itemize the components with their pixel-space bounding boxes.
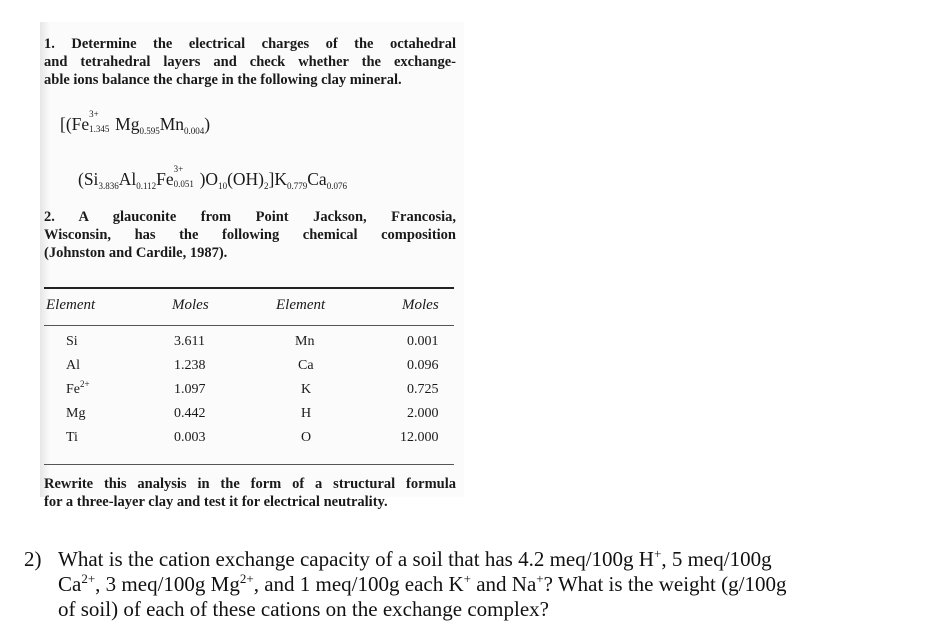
o-amount: 10 — [218, 181, 228, 191]
table-cell-moles: 0.725 — [407, 382, 439, 397]
scanned-textbook-excerpt — [40, 22, 464, 510]
question-line-2 — [58, 572, 904, 597]
table-header-rule — [44, 325, 454, 326]
table-cell-moles: 1.238 — [174, 358, 206, 373]
ca-amount: 0.076 — [326, 181, 347, 191]
problem-2-instruction-line: Rewrite this analysis in the form of a structural formula — [44, 476, 456, 492]
problem-2-text — [44, 208, 456, 262]
table-cell-element: Mg — [66, 406, 86, 421]
table-header-element-right: Element — [276, 297, 326, 313]
table-cell-moles: 0.003 — [174, 430, 206, 445]
problem-1-line: able ions balance the charge in the following clay mineral. — [44, 72, 402, 88]
table-cell-moles: 3.611 — [174, 334, 205, 349]
question-text-part: Ca — [58, 572, 82, 596]
table-top-rule — [44, 287, 454, 289]
formula-part: ) — [204, 114, 211, 134]
question-2-text — [58, 547, 904, 622]
formula-part: Fe — [156, 169, 174, 189]
element-symbol: Fe — [66, 382, 80, 397]
table-cell-element: Mn — [295, 334, 315, 349]
table-cell-moles: 2.000 — [407, 406, 439, 421]
table-cell-element: Si — [66, 334, 78, 349]
fe-amount: 0.051 — [173, 179, 194, 189]
table-cell-moles: 1.097 — [174, 382, 206, 397]
formula-part: [(Fe — [60, 114, 90, 134]
formula-part: ]K — [268, 169, 287, 189]
ion-charge: + — [463, 571, 471, 586]
formula-part: Mn — [159, 114, 185, 134]
ion-charge: + — [536, 571, 544, 586]
al-amount: 0.112 — [136, 181, 157, 191]
clay-formula-line-2 — [78, 164, 347, 191]
table-cell-moles: 12.000 — [400, 430, 439, 445]
mg-amount: 0.595 — [139, 126, 160, 136]
ion-charge: 2+ — [81, 571, 96, 586]
fe-amount: 1.345 — [89, 124, 110, 134]
problem-1-line: 1. Determine the electrical charges of the octahedral — [44, 36, 456, 52]
table-cell-element: Ti — [66, 430, 78, 445]
formula-part: Mg — [115, 114, 140, 134]
table-header-moles-right: Moles — [402, 297, 439, 313]
problem-2-line: Wisconsin, has the following chemical composition — [44, 227, 456, 243]
fe-superscript-subscript — [173, 164, 200, 189]
question-text-part: and Na — [470, 572, 537, 596]
si-amount: 3.836 — [98, 181, 119, 191]
problem-1-text — [44, 35, 456, 89]
clay-formula-line-1 — [60, 109, 211, 136]
fe-superscript-subscript — [89, 109, 115, 134]
question-line-1 — [58, 547, 904, 572]
problem-2-line: (Johnston and Cardile, 1987). — [44, 245, 228, 261]
ion-charge: + — [653, 546, 662, 561]
table-header-element-left: Element — [46, 297, 96, 313]
table-bottom-rule — [44, 464, 454, 465]
question-line-3: of soil) of each of these cations on the exchange complex? — [58, 597, 549, 621]
formula-part: Ca — [307, 169, 327, 189]
table-cell-element: Ca — [298, 358, 314, 373]
mn-amount: 0.004 — [184, 126, 205, 136]
formula-part: (OH) — [227, 169, 265, 189]
table-header-moles-left: Moles — [172, 297, 209, 313]
table-cell-element: Al — [66, 358, 80, 373]
formula-part: (Si — [78, 169, 99, 189]
table-cell-element: H — [301, 406, 312, 421]
table-cell-element: O — [301, 430, 312, 445]
problem-2-line: 2. A glauconite from Point Jackson, Francosia, — [44, 209, 456, 225]
question-text-part: ? What is the weight (g/100g — [543, 572, 787, 596]
oh-amount: 2 — [264, 181, 269, 191]
problem-2-instruction-line: for a three-layer clay and test it for electrical neutrality. — [44, 494, 388, 510]
table-cell-moles: 0.442 — [174, 406, 206, 421]
formula-part: Al — [118, 169, 137, 189]
formula-part: )O — [199, 169, 219, 189]
question-number: 2) — [24, 547, 42, 571]
question-text-part: What is the cation exchange capacity of a soil that has 4.2 meq/100g H — [58, 547, 654, 571]
k-amount: 0.779 — [286, 181, 308, 191]
question-text-part: , and 1 meq/100g each K — [253, 572, 464, 596]
fe-charge: 3+ — [173, 164, 184, 174]
table-cell-moles: 0.001 — [407, 334, 439, 349]
element-charge: 2+ — [80, 379, 90, 389]
question-text-part: , 3 meq/100g Mg — [95, 572, 240, 596]
problem-1-line: and tetrahedral layers and check whether the exchange- — [44, 54, 456, 70]
table-cell-element — [66, 379, 90, 398]
question-text-part: , 5 meq/100g — [661, 547, 772, 571]
ion-charge: 2+ — [239, 571, 254, 586]
fe-charge: 3+ — [89, 109, 99, 119]
problem-2-instruction — [44, 475, 456, 511]
table-cell-moles: 0.096 — [407, 358, 439, 373]
table-cell-element: K — [301, 382, 312, 397]
